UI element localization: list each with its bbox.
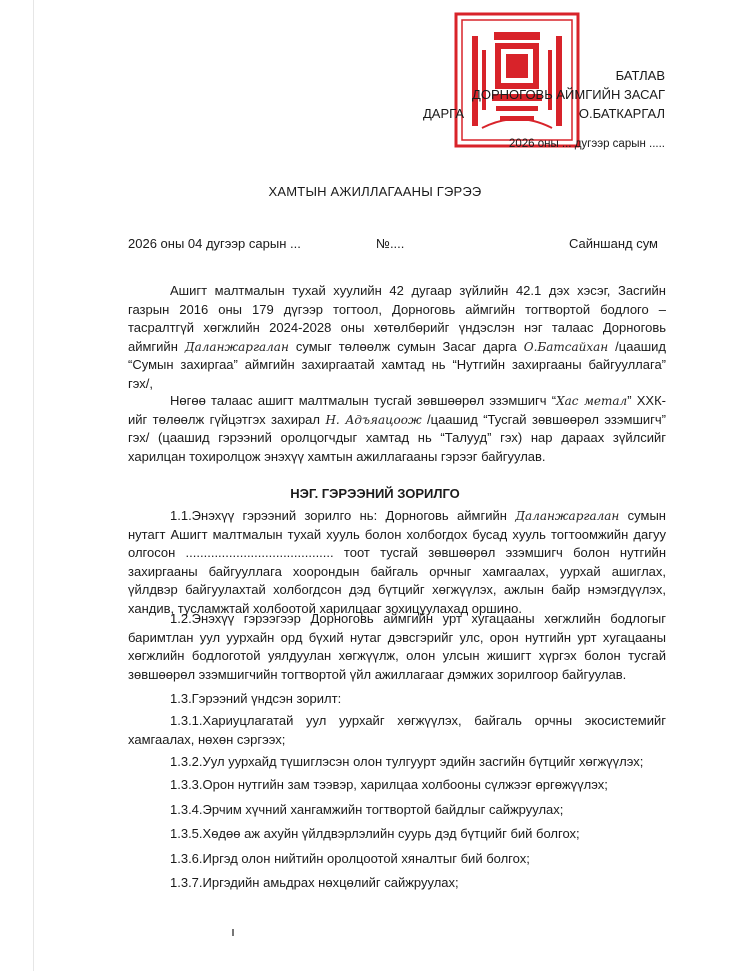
intro-text: Ашигт малтмалын тухай хуулийн 42 дугаар зүйлийн 42.1 дэх хэсэг, Засгийн газрын 2016 оны 179 дүгээр тогтоол, Дорноговь аймгийн тогтвортой бодлого – тасралтгүй хөгжлийн 2024-2028 оны хөтөлбөрийг үндэслэн нэг талаас Дорноговь аймгийн [128,283,666,354]
approval-block [375,66,665,154]
scan-mark [232,929,235,937]
intro-text: Нөгөө талаас ашигт малтмалын тусгай зөвшөөрөл эзэмшигч “ [170,393,557,408]
document-date: 2026 оны 04 дугээр сарын ... [128,236,301,251]
handwritten-governor-name: О.Батсайхан [523,339,609,354]
document-title: ХАМТЫН АЖИЛЛАГААНЫ ГЭРЭЭ [268,184,482,199]
document-place: Сайншанд сум [568,236,658,251]
clause-1-2: 1.2.Энэхүү гэрээгээр Дорноговь аймгийн урт хугацааны хөгжлийн бодлогыг баримтлан уул уурхайн орд бүхий нутаг дэвсгэрийг улс, орон нутгийн урт хугацааны хөгжлийн бодлоготой уялдуулан хөгжүүлж, олон улсын жишигт хүргэх болон тусгай зөвшөөрөл эзэмшигчийн тогтвортой үйл ажиллагааг дэмжих зорилгоор байгуулав. [128,611,666,682]
approval-position: ДАРГА [423,106,464,121]
clause-1-3-7: 1.3.7.Иргэдийн амьдрах нөхцөлийг сайжруулах; [170,875,459,890]
clause-1-3: 1.3.Гэрээний үндсэн зорилт: [170,691,342,706]
handwritten-company-name: Хас метал [556,394,628,408]
intro-paragraph-1 [128,282,666,393]
clause-1-3-2: 1.3.2.Уул уурхайд түшиглэсэн олон тулгуурт эдийн засгийн бүтцийг хөгжүүлэх; [170,754,644,769]
approval-organization: ДОРНОГОВЬ АЙМГИЙН ЗАСАГ [472,87,665,102]
clause-text: 1.1.Энэхүү гэрээний зорилго нь: Дорноговь аймгийн [170,508,507,523]
clause-1-3-1: 1.3.1.Хариуцлагатай уул уурхайг хөгжүүлэх, байгаль орчны экосистемийг хамгаалах, нөхөн сэргээх; [128,713,666,747]
clause-1-3-6: 1.3.6.Иргэд олон нийтийн оролцоотой хяналтыг бий болгох; [170,851,530,866]
intro-text: /цаашид “Тусгай зөвшөөрөл эзэмшигч” гэх/ (цаашид гэрээний оролцогчдыг хамтад нь “Талууд” гэх) нар дараах зүйлсийг харилцан тохиролцож энэхүү хамтын ажиллагааны гэрээг байгуулав. [128,411,666,464]
handwritten-sum-name: Даланжаргалан [184,339,289,354]
clause-1-3-5: 1.3.5.Хөдөө аж ахуйн үйлдвэрлэлийн суурь дэд бүтцийг бий болгох; [170,826,580,841]
intro-text: сумыг төлөөлж сумын Засаг дарга [295,338,517,354]
approval-label: БАТЛАВ [615,68,665,83]
approval-signature-line [375,104,665,123]
handwritten-sum-name: Даланжаргалан [515,509,620,523]
intro-text: /цаашид “Сумын захиргаа” аймгийн захиргаатай хамтад нь “Нутгийн захиргааны байгууллага” гэх/, [128,338,666,391]
clause-text: сумын нутагт Ашигт малтмалын тухай хууль болон холбогдох бусад хууль тогтоомжийн дагуу олгосон ......................................... тоот тусгай зөвшөөрөл эзэмшигч болон нутгийн захиргааны байгууллага хоорондын байгаль орчныг хамгаалах, уурхай ашиглах, үйлдвэр байгуулахтай холбогдсон дэд бүтцийг хөгжүүлэх, ажлын байр нэмэгдүүлэх, хандив, тусламжтай холбоотой харилцааг зохицуулахад оршино. [128,508,666,616]
clause-1-3-4: 1.3.4.Эрчим хүчний хангамжийн тогтвортой байдлыг сайжруулах; [170,802,564,817]
intro-paragraph-2 [128,392,666,466]
section-heading: НЭГ. ГЭРЭЭНИЙ ЗОРИЛГО [290,486,460,501]
approval-signatory: О.БАТКАРГАЛ [578,106,665,121]
handwritten-director-name: Н. Адъяацоож [325,412,422,427]
intro-text: ” ХХК-ийг төлөөлж гүйцэтгэх захирал [128,393,666,427]
clause-1-1 [128,507,666,618]
document-number: №.... [376,236,405,251]
approval-date: 2026 оны ... дугээр сарын ..... [508,138,665,150]
clause-1-3-3: 1.3.3.Орон нутгийн зам тээвэр, харилцаа холбооны сүлжээг өргөжүүлэх; [170,777,608,792]
document-meta [128,236,658,254]
